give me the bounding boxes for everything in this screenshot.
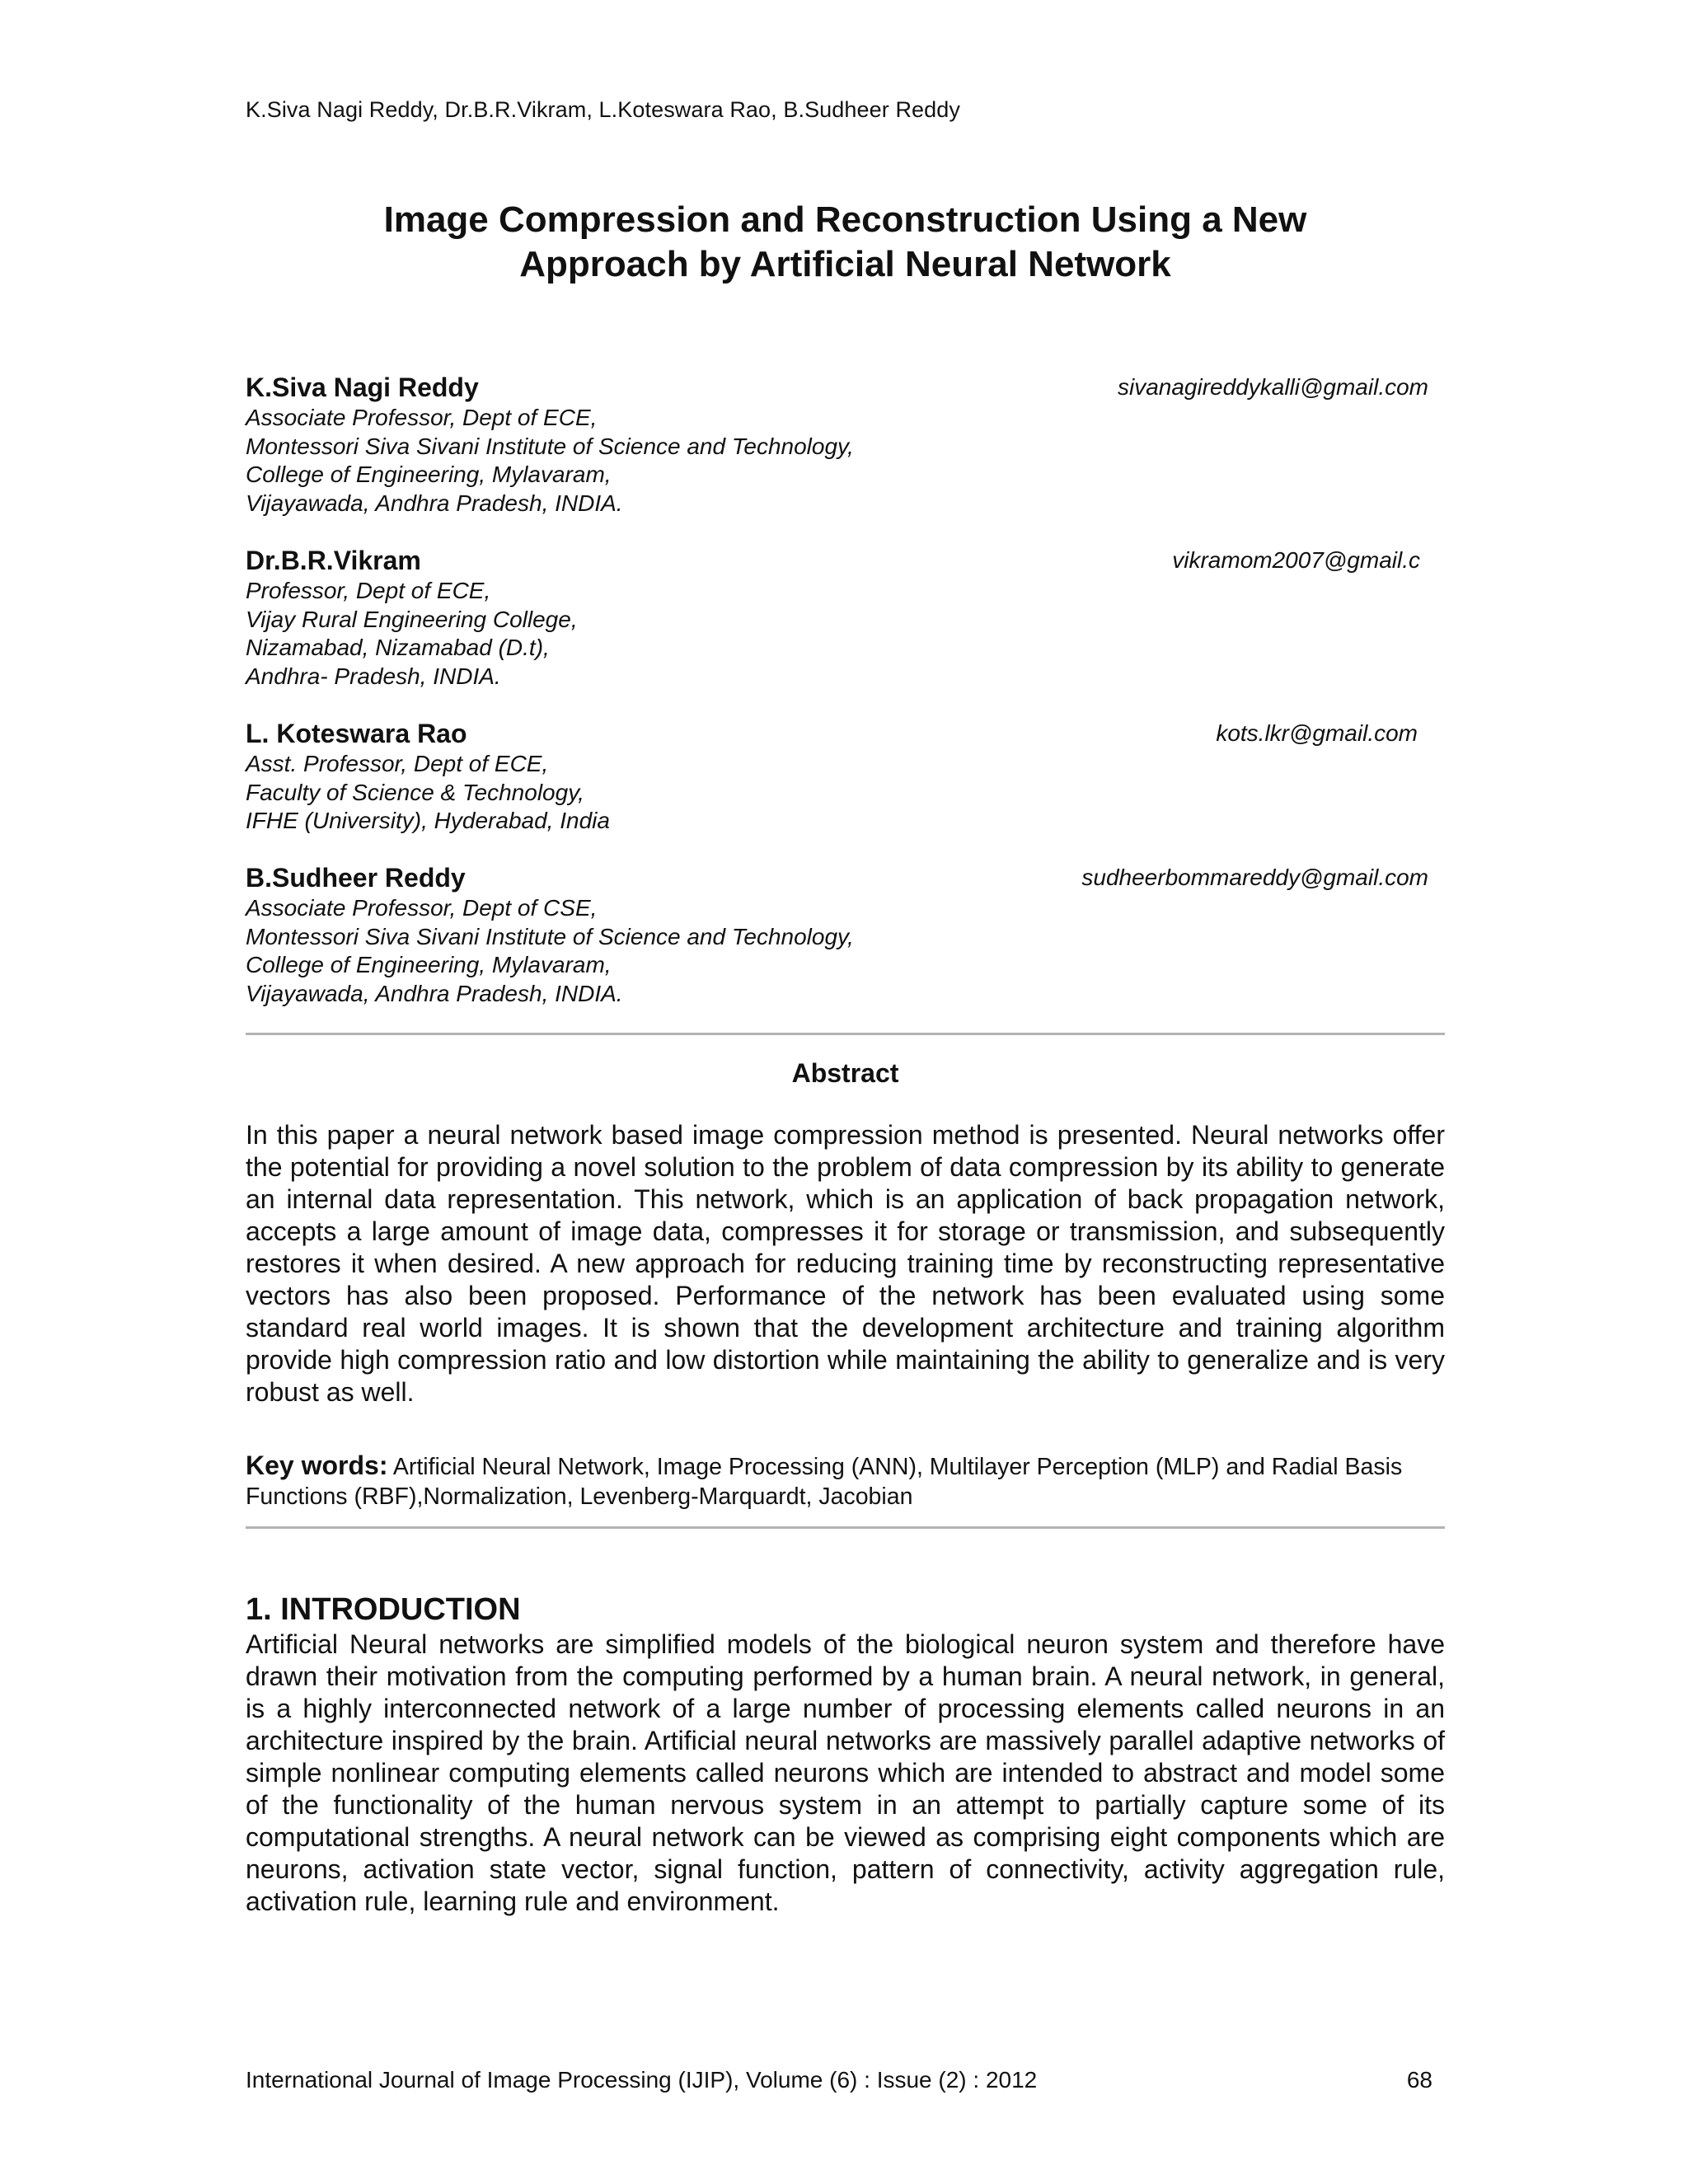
keywords-text: Artificial Neural Network, Image Processing (ANN), Multilayer Perception (MLP) and Radial Basis Functions (RBF),Normalization, Levenberg-Marquardt, Jacobian (246, 1454, 1403, 1510)
author-affiliation-line: Vijayawada, Andhra Pradesh, INDIA. (246, 980, 623, 1006)
abstract-heading: Abstract (791, 1058, 899, 1088)
page-footer (246, 2065, 1432, 2095)
divider-rule (246, 1033, 1445, 1035)
author-email[interactable]: sudheerbommareddy@gmail.com (1081, 865, 1428, 890)
author-affiliation-line: Nizamabad, Nizamabad (D.t), (246, 635, 550, 660)
footer-journal: International Journal of Image Processing (IJIP), Volume (6) : Issue (2) : 2012 (246, 2067, 1038, 2093)
author-affiliation-line: Vijayawada, Andhra Pradesh, INDIA. (246, 490, 623, 516)
author-name: B.Sudheer Reddy (246, 863, 466, 893)
author-block-2 (246, 544, 1445, 691)
author-block-4 (246, 861, 1445, 1008)
author-affiliation-line: Professor, Dept of ECE, (246, 578, 491, 603)
paper-title-line-1: Image Compression and Reconstruction Using a New (383, 199, 1307, 240)
author-affiliation-line: Asst. Professor, Dept of ECE, (246, 751, 549, 776)
author-affiliation-line: Faculty of Science & Technology, (246, 779, 584, 805)
author-affiliation-line: IFHE (University), Hyderabad, India (246, 808, 610, 833)
keywords (246, 1451, 1445, 1511)
abstract-text: In this paper a neural network based image compression method is presented. Neural networks offer the potential for providing a novel solution to the problem of data compression by its ability to generate an internal data representation. This network, which is an application of back propagation network, accepts a large amount of image data, compresses it for storage or transmission, and subsequently restores it when desired. A new approach for reducing training time by reconstructing representative vectors has also been proposed. Performance of the network has been evaluated using some standard real world images. It is shown that the development architecture and training algorithm provide high compression ratio and low distortion while maintaining the ability to generalize and is very robust as well. (246, 1120, 1445, 1407)
author-name: L. Koteswara Rao (246, 719, 467, 748)
author-block-1 (246, 371, 1445, 518)
author-affiliation-line: Montessori Siva Sivani Institute of Science and Technology, (246, 433, 854, 459)
introduction-text: Artificial Neural networks are simplified models of the biological neuron system and therefore have drawn their motivation from the computing performed by a human brain. A neural network, in general, is a highly interconnected network of a large number of processing elements called neurons in an architecture inspired by the brain. Artificial neural networks are massively parallel adaptive networks of simple nonlinear computing elements called neurons which are intended to abstract and model some of the functionality of the human nervous system in an attempt to partially capture some of its computational strengths. A neural network can be viewed as comprising eight components which are neurons, activation state vector, signal function, pattern of connectivity, activity aggregation rule, activation rule, learning rule and environment. (246, 1629, 1445, 1916)
author-email[interactable]: kots.lkr@gmail.com (1216, 720, 1418, 746)
keywords-label: Key words: (246, 1451, 388, 1480)
author-affiliation-line: Associate Professor, Dept of ECE, (246, 405, 598, 430)
paper-title-line-2: Approach by Artificial Neural Network (519, 244, 1171, 284)
author-block-3 (246, 717, 1445, 836)
divider-rule (246, 1526, 1445, 1529)
author-email[interactable]: vikramom2007@gmail.c (1172, 547, 1420, 573)
author-name: K.Siva Nagi Reddy (246, 373, 479, 402)
section-heading: 1. INTRODUCTION (246, 1592, 521, 1627)
author-affiliation-line: Andhra- Pradesh, INDIA. (246, 663, 501, 689)
author-affiliation-line: Vijay Rural Engineering College, (246, 606, 578, 632)
running-header: K.Siva Nagi Reddy, Dr.B.R.Vikram, L.Koteswara Rao, B.Sudheer Reddy (246, 97, 961, 122)
author-email[interactable]: sivanagireddykalli@gmail.com (1117, 374, 1428, 400)
author-affiliation-line: College of Engineering, Mylavaram, (246, 462, 612, 487)
author-affiliation-line: Associate Professor, Dept of CSE, (246, 895, 598, 921)
paper-title (246, 198, 1445, 287)
author-name: Dr.B.R.Vikram (246, 546, 421, 575)
author-affiliation-line: College of Engineering, Mylavaram, (246, 952, 612, 977)
page-number: 68 (1406, 2067, 1432, 2093)
author-affiliation-line: Montessori Siva Sivani Institute of Science and Technology, (246, 923, 854, 949)
